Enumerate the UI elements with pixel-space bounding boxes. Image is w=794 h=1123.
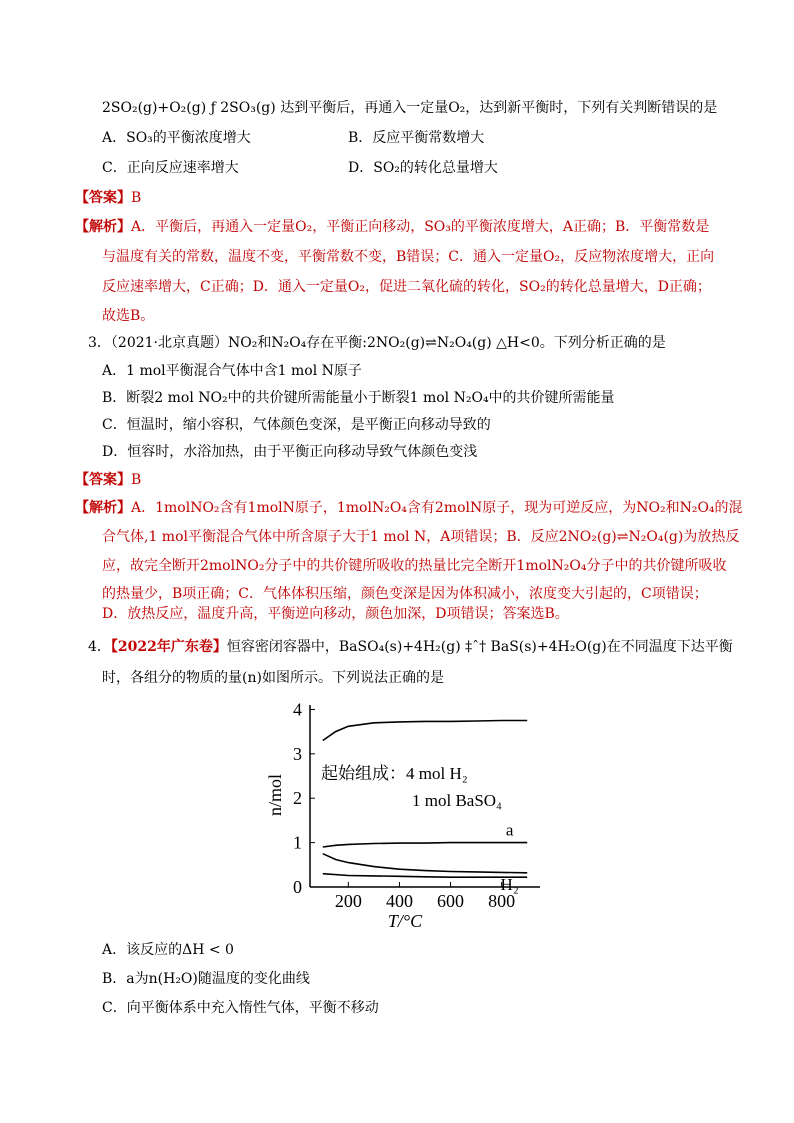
q2-option-d: D．SO₂的转化总量增大	[348, 160, 498, 176]
q2-answer-value: B	[131, 190, 142, 206]
q3-option-d: D．恒容时，水浴加热，由于平衡正向移动导致气体颜色变浅	[102, 444, 478, 460]
series-line-bottom	[323, 874, 527, 878]
q2-stem	[102, 98, 717, 118]
q3-analysis-line-1: 【解析】A．1molNO₂含有1molN原子，1molN₂O₄含有2molN原子，现为可逆反应，为NO₂和N₂O₄的混	[75, 500, 743, 516]
q3-analysis-line-3: 应，故完全断开2molNO₂分子中的共价键所吸收的热量比完全断开1molN₂O₄分子中的共价键所吸收	[102, 558, 727, 574]
q3-analysis-line-2: 合气体,1 mol平衡混合气体中所含原子大于1 mol N，A项错误；B．反应2NO₂(g)⇌N₂O₄(g)为放热反	[102, 529, 740, 545]
q2-analysis-line-3: 反应速率增大，C正确；D．通入一定量O₂，促进二氧化硫的转化，SO₂的转化总量增大，D正确；	[102, 279, 711, 295]
y-axis-label: n/mol	[265, 773, 285, 817]
x-tick-label: 200	[334, 891, 362, 911]
q2-analysis-line-1: 【解析】A．平衡后，再通入一定量O₂，平衡正向移动，SO₃的平衡浓度增大，A正确；B．平衡常数是	[75, 219, 710, 235]
q3-option-a: A．1 mol平衡混合气体中含1 mol N原子	[102, 363, 362, 379]
q2-analysis-tag: 【解析】	[75, 219, 131, 235]
q4-number: 4．	[88, 639, 111, 655]
y-tick-label: 1	[293, 832, 302, 853]
series-line-a	[323, 843, 527, 847]
q2-option-b: B．反应平衡常数增大	[348, 130, 485, 146]
series-label-a: a	[505, 820, 514, 840]
y-tick-label: 4	[293, 699, 302, 720]
q3-analysis-line-4: 的热量少，B项正确；C．气体体积压缩，颜色变深是因为体积减小，浓度变大引起的，C项错误；	[102, 586, 708, 602]
q3-analysis-line-5: D．放热反应，温度升高，平衡逆向移动，颜色加深，D项错误；答案选B。	[102, 606, 569, 622]
equilibrium-chart	[255, 695, 555, 940]
q2-option-a: A．SO₃的平衡浓度增大	[102, 130, 251, 146]
y-tick-label: 0	[293, 877, 302, 897]
series-line-H2	[323, 854, 527, 873]
q2-answer-tag: 【答案】	[75, 190, 131, 206]
q2-answer	[75, 188, 141, 208]
q2-analysis-line-4: 故选B。	[102, 308, 155, 324]
x-tick-label: 400	[385, 891, 413, 911]
q4-option-c: C．向平衡体系中充入惰性气体，平衡不移动	[102, 1000, 379, 1016]
q3-option-c: C．恒温时，缩小容积，气体颜色变深，是平衡正向移动导致的	[102, 417, 491, 433]
y-tick-label: 2	[293, 788, 302, 809]
q4-stem-line-1: 4．【2022年广东卷】恒容密闭容器中，BaSO₄(s)+4H₂(g) ‡ˆ† BaS(s)+4H₂O(g)在不同温度下达平衡	[88, 639, 733, 655]
q4-option-b: B．a为n(H₂O)随温度的变化曲线	[102, 971, 310, 987]
series-label-H2: H₂	[500, 874, 519, 894]
q3-answer-value: B	[131, 472, 142, 488]
x-tick-label: 800	[488, 891, 516, 911]
x-axis-label: T/°C	[387, 911, 423, 931]
q3-answer	[75, 470, 141, 490]
y-tick-label: 3	[293, 743, 302, 764]
chart-annotation-line-1: 起始组成：4 mol H₂	[321, 764, 468, 783]
chart-annotation-line-2: 1 mol BaSO₄	[412, 791, 502, 810]
q3-analysis-tag: 【解析】	[75, 500, 131, 516]
q4-option-a: A．该反应的ΔH < 0	[102, 942, 234, 958]
q3-stem: 3．（2021·北京真题）NO₂和N₂O₄存在平衡:2NO₂(g)⇌N₂O₄(g) △H<0。下列分析正确的是	[88, 335, 666, 351]
q2-option-c: C．正向反应速率增大	[102, 160, 239, 176]
q2-stem-text: 达到平衡后，再通入一定量O₂，达到新平衡时，下列有关判断错误的是	[280, 100, 718, 116]
q4-source: 【2022年广东卷】	[110, 639, 227, 655]
q2-stem-equation: 2SO₂(g)+O₂(g) ƒ 2SO₃(g)	[102, 100, 276, 116]
q3-answer-tag: 【答案】	[75, 472, 131, 488]
x-tick-label: 600	[437, 891, 465, 911]
series-line-top	[323, 721, 527, 741]
q4-stem-line-2: 时，各组分的物质的量(n)如图所示。下列说法正确的是	[102, 670, 444, 686]
q3-option-b: B．断裂2 mol NO₂中的共价键所需能量小于断裂1 mol N₂O₄中的共价键所需能量	[102, 390, 615, 406]
q2-analysis-line-2: 与温度有关的常数，温度不变，平衡常数不变，B错误；C．通入一定量O₂，反应物浓度增大，正向	[102, 249, 715, 265]
